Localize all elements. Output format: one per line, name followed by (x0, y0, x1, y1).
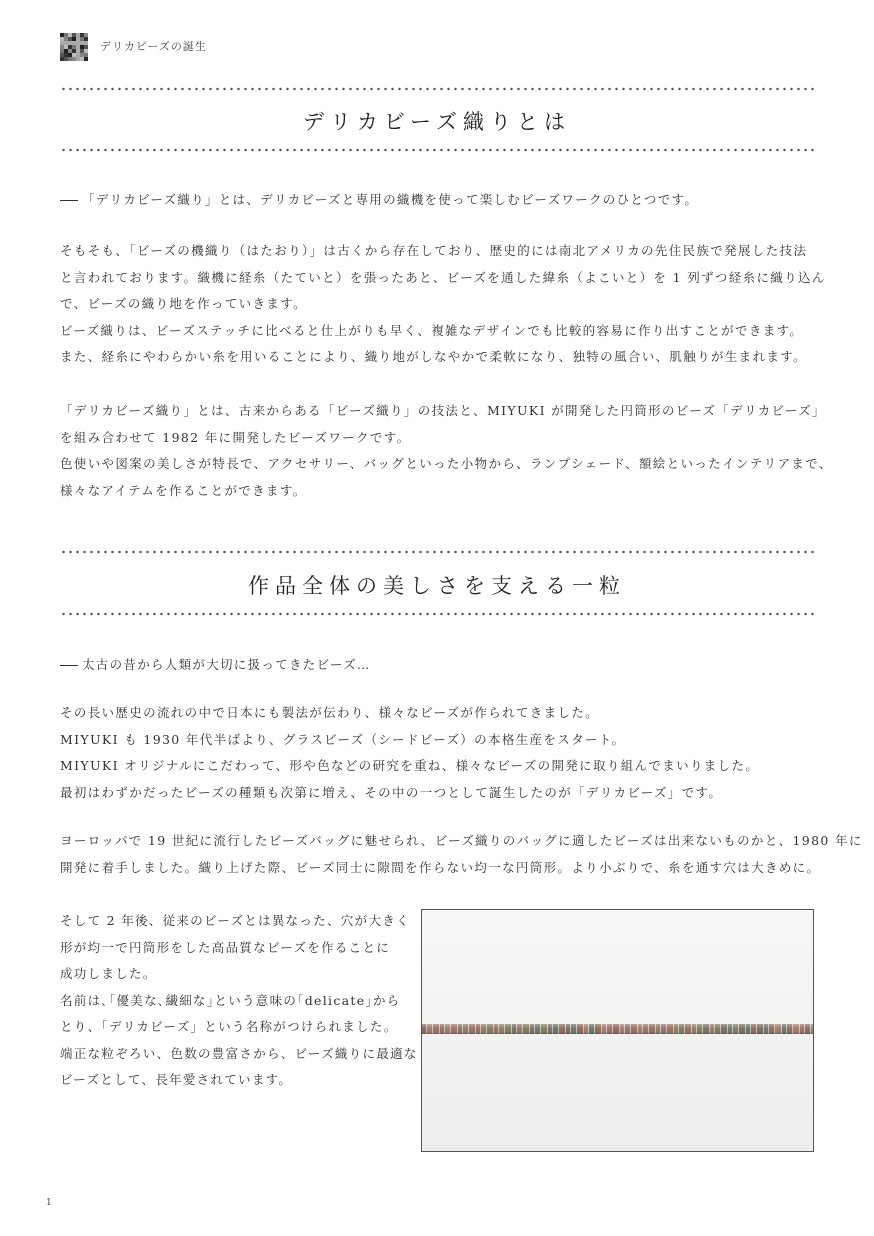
paragraph: そして 2 年後、従来のビーズとは異なった、穴が大きく 形が均一で円筒形をした高品質なビーズを作ることに 成功しました。 名前は､｢優美な､繊細な｣という意味の｢delicate｣から とり、「デリカビーズ」という名称がつけられました。 端正な粒ぞろい、色数の豊富さから、ビーズ織りに最適な ビーズとして、長年愛されています。 (60, 913, 418, 1087)
divider (60, 148, 814, 152)
bead-photo (421, 909, 814, 1152)
lead-text: 太古の昔から人類が大切に扱ってきたビーズ… (60, 655, 371, 673)
paragraph: 「デリカビーズ織り」とは、古来からある「ビーズ織り」の技法と、MIYUKI が開発した円筒形のビーズ「デリカビーズ」 を組み合わせて 1982 年に開発したビーズワークです。 色使いや図案の美しさが特長で、アクセサリー、バッグといった小物から、ランプシェード、額絵といったインテリアまで、 様々なアイテムを作ることができます。 (60, 403, 833, 498)
section-title: デリカビーズ織りとは (303, 110, 571, 134)
section-title: 作品全体の美しさを支える一粒 (248, 574, 626, 598)
divider (60, 87, 814, 91)
divider (60, 550, 814, 554)
logo-icon (60, 33, 88, 61)
bead-strand-image (422, 910, 813, 1151)
paragraph: ヨーロッパで 19 世紀に流行したビーズバッグに魅せられ、ビーズ織りのバッグに適したビーズは出来ないものかと、1980 年に 開発に着手しました。織り上げた際、ビーズ同士に隙間を作らない均一な円筒形。より小ぶりで、糸を通す穴は大きめに。 (60, 833, 863, 875)
lead-text: 「デリカビーズ織り」とは、デリカビーズと専用の織機を使って楽しむビーズワークのひとつです。 (60, 190, 698, 208)
paragraph: その長い歴史の流れの中で日本にも製法が伝わり、様々なビーズが作られてきました。 MIYUKI も 1930 年代半ばより、グラスビーズ（シードビーズ）の本格生産をスタート。 MIYUKI オリジナルにこだわって、形や色などの研究を重ね、様々なビーズの開発に取り組んでまいりました。 最初はわずかだったビーズの種類も次第に増え、その中の一つとして誕生したのが「デリカビーズ」です。 (60, 705, 760, 800)
divider (60, 612, 814, 616)
page-number: 1 (46, 1198, 52, 1208)
paragraph: そもそも、「ビーズの機織り（はたおり）」は古くから存在しており、歴史的には南北アメリカの先住民族で発展した技法 と言われております。織機に経糸（たていと）を張ったあと、ビーズを通した緯糸（よこいと）を 1 列ずつ経糸に織り込ん で、ビーズの織り地を作っていきます。 ビーズ織りは、ビーズステッチに比べると仕上がりも早く、複雑なデザインでも比較的容易に作り出すことができます。 また、経糸にやわらかい糸を用いることにより、織り地がしなやかで柔軟になり、独特の風合い、肌触りが生まれます。 (60, 243, 826, 364)
header-label: デリカビーズの誕生 (100, 40, 207, 53)
